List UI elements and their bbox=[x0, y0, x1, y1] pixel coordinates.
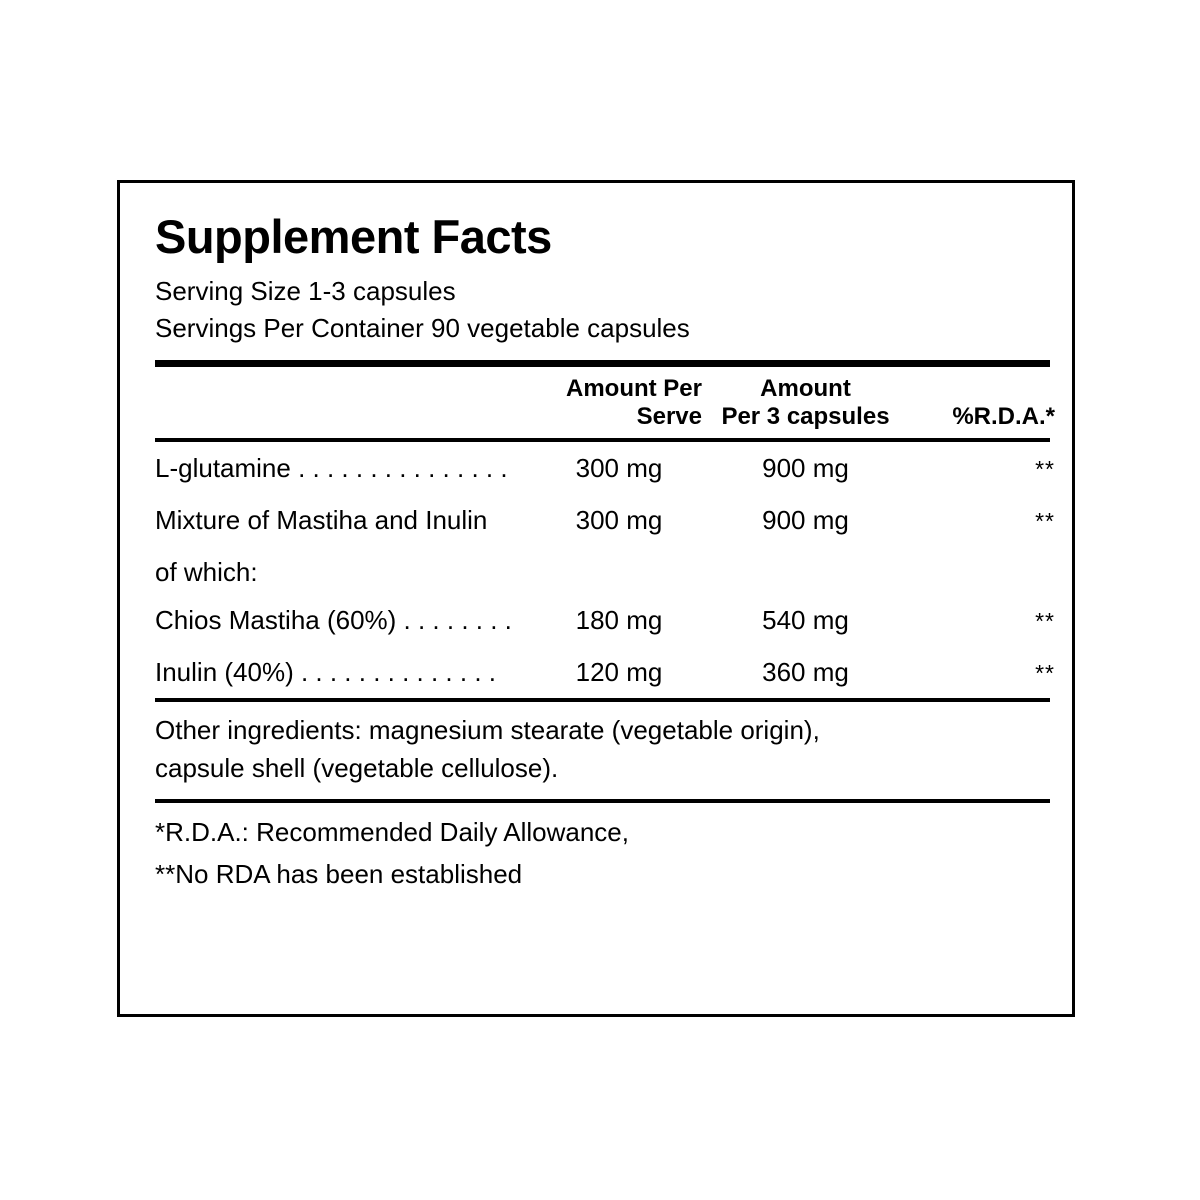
table-row bbox=[155, 594, 1055, 646]
table-header-row bbox=[155, 367, 1055, 439]
page-title: Supplement Facts bbox=[155, 210, 552, 263]
divider-thick-top bbox=[155, 360, 1050, 367]
header-amount-per-3-capsules bbox=[708, 367, 903, 439]
footnote-no-rda: **No RDA has been established bbox=[155, 858, 523, 889]
row-amount-per-serve: 300 mg bbox=[575, 453, 663, 484]
table-row bbox=[155, 442, 1055, 494]
of-which-row bbox=[155, 547, 1055, 594]
header-amount-line2: Per 3 capsules bbox=[721, 402, 890, 430]
of-which-label: of which: bbox=[155, 556, 258, 587]
table-row bbox=[155, 494, 1055, 546]
servings-per-container-text: Servings Per Container 90 vegetable capsules bbox=[155, 312, 690, 343]
footnote-rda: *R.D.A.: Recommended Daily Allowance, bbox=[155, 817, 629, 848]
row-name: Mixture of Mastiha and Inulin bbox=[155, 505, 488, 536]
row-name: Inulin (40%) . . . . . . . . . . . . . . bbox=[155, 656, 496, 687]
serving-size-text: Serving Size 1-3 capsules bbox=[155, 275, 456, 306]
row-amount-per-3: 360 mg bbox=[762, 656, 849, 687]
header-amount-line1: Amount bbox=[760, 374, 851, 402]
header-amount-per-serve: Amount Per Serve bbox=[565, 374, 702, 430]
row-rda: ** bbox=[1035, 659, 1055, 686]
row-name: L-glutamine . . . . . . . . . . . . . . . bbox=[155, 453, 508, 484]
of-which-blank-serve bbox=[530, 547, 708, 594]
row-rda: ** bbox=[1035, 456, 1055, 483]
row-amount-per-serve: 180 mg bbox=[575, 604, 663, 635]
table-row bbox=[155, 646, 1055, 698]
nutrition-table bbox=[155, 367, 1055, 439]
of-which-blank-three bbox=[708, 547, 903, 594]
row-amount-per-3: 900 mg bbox=[762, 505, 849, 536]
nutrition-rows bbox=[155, 442, 1055, 698]
row-rda: ** bbox=[1035, 607, 1055, 634]
row-amount-per-3: 540 mg bbox=[762, 604, 849, 635]
header-name bbox=[155, 367, 530, 439]
supplement-facts-panel bbox=[117, 180, 1075, 1017]
row-amount-per-serve: 300 mg bbox=[575, 505, 663, 536]
row-rda: ** bbox=[1035, 508, 1055, 535]
row-amount-per-3: 900 mg bbox=[762, 453, 849, 484]
header-rda: %R.D.A.* bbox=[952, 402, 1055, 430]
row-name: Chios Mastiha (60%) . . . . . . . . bbox=[155, 604, 512, 635]
row-amount-per-serve: 120 mg bbox=[575, 656, 663, 687]
other-ingredients-text: Other ingredients: magnesium stearate (vegetable origin), capsule shell (vegetable cellulose). bbox=[155, 714, 820, 783]
of-which-blank-rda bbox=[903, 547, 1055, 594]
